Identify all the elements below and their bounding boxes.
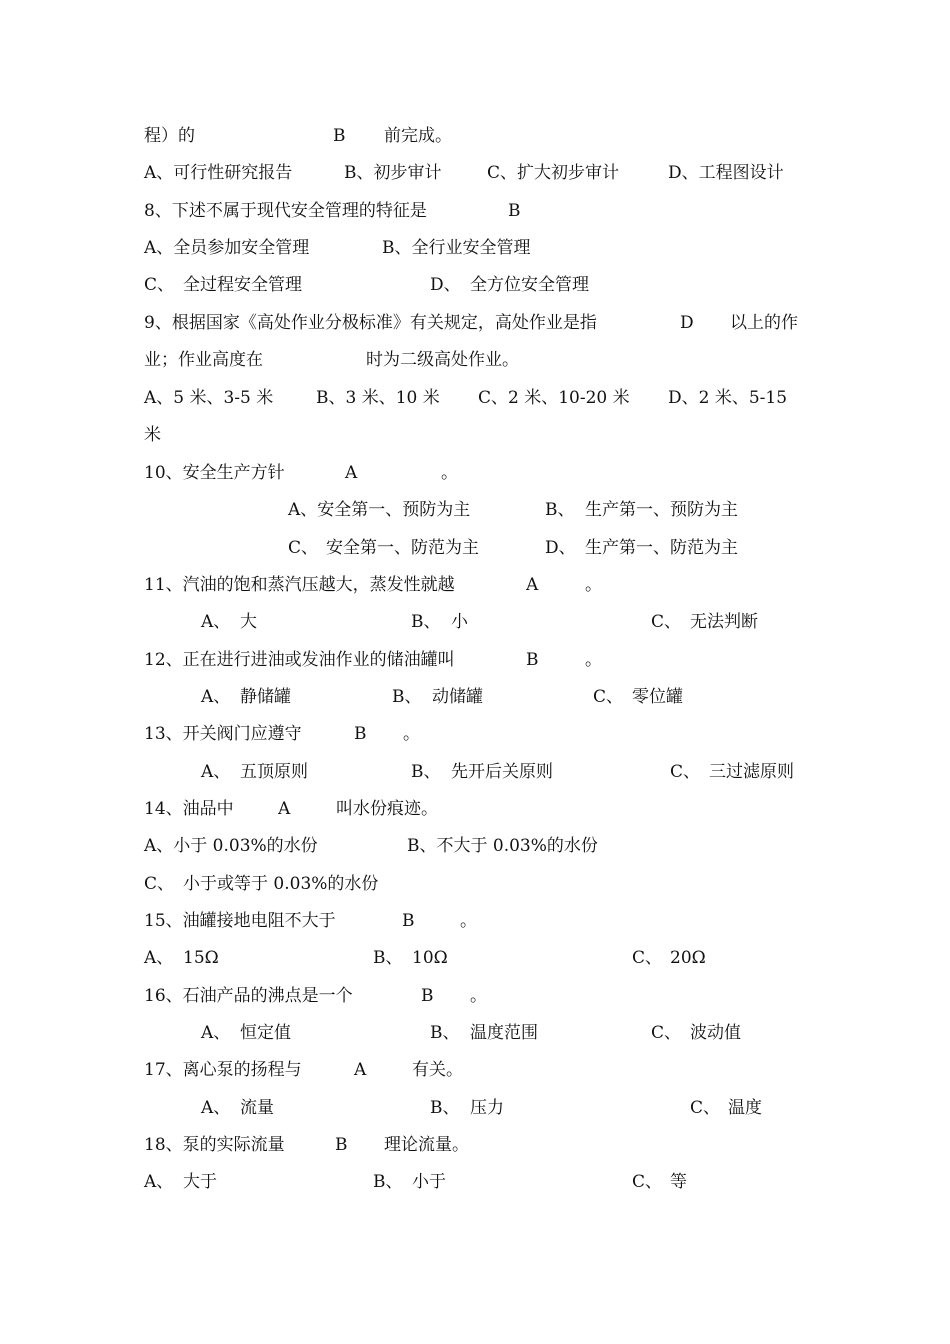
q9-question xyxy=(0,311,950,335)
option-letter: B、 xyxy=(545,500,575,520)
q15-options xyxy=(0,946,950,970)
text-segment: 理论流量。 xyxy=(384,1135,469,1155)
answer-letter: A xyxy=(526,575,539,595)
question-text: 以上的作 xyxy=(730,313,798,333)
q13-options xyxy=(0,760,950,784)
option-letter: B、 xyxy=(373,948,403,968)
option-letter: B、 xyxy=(392,687,422,707)
q14-options-1 xyxy=(0,834,950,858)
question-text: 9、根据国家《高处作业分极标准》有关规定，高处作业是指 xyxy=(144,313,597,333)
option: C、扩大初步审计 xyxy=(487,163,620,183)
q12-question xyxy=(0,648,950,672)
option: B、初步审计 xyxy=(344,163,442,183)
text-segment: 有关。 xyxy=(412,1060,463,1080)
answer-letter: B xyxy=(333,126,346,146)
option: A、全员参加安全管理 xyxy=(144,238,310,258)
q10-question xyxy=(0,461,950,485)
option-letter: C、 xyxy=(632,1172,663,1192)
option-letter: C、 xyxy=(651,1023,682,1043)
option-letter: B、 xyxy=(430,1023,460,1043)
answer-letter: A xyxy=(354,1060,367,1080)
question-text: 8、下述不属于现代安全管理的特征是 xyxy=(144,201,427,221)
option-letter: D、 xyxy=(430,275,461,295)
q13-question xyxy=(0,722,950,746)
q7-continuation xyxy=(0,124,950,148)
option: A、可行性研究报告 xyxy=(144,163,293,183)
option-letter: C、 xyxy=(144,275,175,295)
q7-options xyxy=(0,161,950,185)
option: 全过程安全管理 xyxy=(183,275,302,295)
text-segment: 。 xyxy=(403,724,420,744)
answer-letter: D xyxy=(680,313,694,333)
question-text: 15、油罐接地电阻不大于 xyxy=(144,911,336,931)
option: 温度 xyxy=(728,1098,762,1118)
option: 全方位安全管理 xyxy=(470,275,589,295)
option: 等 xyxy=(670,1172,687,1192)
option: 10Ω xyxy=(412,948,448,968)
answer-letter: B xyxy=(526,650,539,670)
option: 零位罐 xyxy=(632,687,683,707)
q14-options-2 xyxy=(0,872,950,896)
text-segment: 前完成。 xyxy=(384,126,452,146)
option: 静储罐 xyxy=(240,687,291,707)
text-segment: 。 xyxy=(585,650,602,670)
q9-options-wrap xyxy=(0,423,950,447)
question-text: 17、离心泵的扬程与 xyxy=(144,1060,302,1080)
answer-letter: B xyxy=(335,1135,348,1155)
text-segment: 。 xyxy=(470,986,487,1006)
option: A、小于 0.03%的水份 xyxy=(144,836,318,856)
option: B、不大于 0.03%的水份 xyxy=(407,836,598,856)
q16-question xyxy=(0,984,950,1008)
q10-options-1 xyxy=(0,498,950,522)
option-letter: C、 xyxy=(632,948,663,968)
option: A、安全第一、预防为主 xyxy=(288,500,471,520)
option-letter: B、 xyxy=(411,762,441,782)
q18-options xyxy=(0,1170,950,1194)
option: 三过滤原则 xyxy=(709,762,794,782)
q17-options xyxy=(0,1096,950,1120)
option-letter: B、 xyxy=(373,1172,403,1192)
answer-letter: A xyxy=(345,463,358,483)
q11-options xyxy=(0,610,950,634)
q8-options-1 xyxy=(0,236,950,260)
option-letter: A、 xyxy=(144,1172,174,1192)
option-letter: A、 xyxy=(144,948,174,968)
q16-options xyxy=(0,1021,950,1045)
q12-options xyxy=(0,685,950,709)
option: 流量 xyxy=(240,1098,274,1118)
option-letter: C、 xyxy=(288,538,319,558)
q15-question xyxy=(0,909,950,933)
option: 波动值 xyxy=(690,1023,741,1043)
option: 米 xyxy=(144,425,161,445)
option: 15Ω xyxy=(183,948,219,968)
option: 生产第一、预防为主 xyxy=(585,500,738,520)
option: B、3 米、10 米 xyxy=(316,388,440,408)
question-text: 11、汽油的饱和蒸汽压越大，蒸发性就越 xyxy=(144,575,455,595)
q11-question xyxy=(0,573,950,597)
option-letter: B、 xyxy=(430,1098,460,1118)
option-letter: B、 xyxy=(411,612,441,632)
option: D、工程图设计 xyxy=(668,163,784,183)
q18-question xyxy=(0,1133,950,1157)
q9-options xyxy=(0,386,950,410)
option: 无法判断 xyxy=(690,612,758,632)
q10-options-2 xyxy=(0,536,950,560)
option-letter: C、 xyxy=(144,874,175,894)
answer-letter: B xyxy=(421,986,434,1006)
option: 先开后关原则 xyxy=(451,762,553,782)
option-letter: C、 xyxy=(690,1098,721,1118)
question-text: 16、石油产品的沸点是一个 xyxy=(144,986,353,1006)
q8-question xyxy=(0,199,950,223)
option-letter: C、 xyxy=(670,762,701,782)
option: 小 xyxy=(451,612,468,632)
answer-letter: B xyxy=(402,911,415,931)
question-text: 18、泵的实际流量 xyxy=(144,1135,285,1155)
question-text: 12、正在进行进油或发油作业的储油罐叫 xyxy=(144,650,455,670)
option-letter: A、 xyxy=(201,612,231,632)
question-text: 10、安全生产方针 xyxy=(144,463,285,483)
option: 温度范围 xyxy=(470,1023,538,1043)
option-letter: C、 xyxy=(651,612,682,632)
question-text: 13、开关阀门应遵守 xyxy=(144,724,302,744)
option: C、2 米、10-20 米 xyxy=(478,388,630,408)
option: A、5 米、3-5 米 xyxy=(144,388,274,408)
q14-question xyxy=(0,797,950,821)
question-text: 14、油品中 xyxy=(144,799,234,819)
option-letter: A、 xyxy=(201,762,231,782)
answer-letter: B xyxy=(354,724,367,744)
option: 动储罐 xyxy=(432,687,483,707)
option-letter: C、 xyxy=(593,687,624,707)
q8-options-2 xyxy=(0,273,950,297)
option: 小于 xyxy=(412,1172,446,1192)
option: 恒定值 xyxy=(240,1023,291,1043)
option-letter: A、 xyxy=(201,1023,231,1043)
q9-question-cont xyxy=(0,348,950,372)
text-segment: 。 xyxy=(460,911,477,931)
text-segment: 叫水份痕迹。 xyxy=(336,799,438,819)
option: 大于 xyxy=(183,1172,217,1192)
option: D、2 米、5-15 xyxy=(668,388,788,408)
option: 安全第一、防范为主 xyxy=(326,538,479,558)
option: 压力 xyxy=(470,1098,504,1118)
answer-letter: A xyxy=(278,799,291,819)
option: 大 xyxy=(240,612,257,632)
option-letter: D、 xyxy=(545,538,576,558)
text-segment: 程）的 xyxy=(144,126,195,146)
option: 20Ω xyxy=(670,948,706,968)
text-segment: 。 xyxy=(585,575,602,595)
option: 生产第一、防范为主 xyxy=(585,538,738,558)
option-letter: A、 xyxy=(201,1098,231,1118)
option: B、全行业安全管理 xyxy=(382,238,531,258)
q17-question xyxy=(0,1058,950,1082)
option: 五顶原则 xyxy=(240,762,308,782)
option-letter: A、 xyxy=(201,687,231,707)
option: 小于或等于 0.03%的水份 xyxy=(183,874,379,894)
question-text: 业；作业高度在 xyxy=(144,350,263,370)
text-segment: 。 xyxy=(441,463,458,483)
answer-letter: B xyxy=(508,201,521,221)
question-text: 时为二级高处作业。 xyxy=(366,350,519,370)
